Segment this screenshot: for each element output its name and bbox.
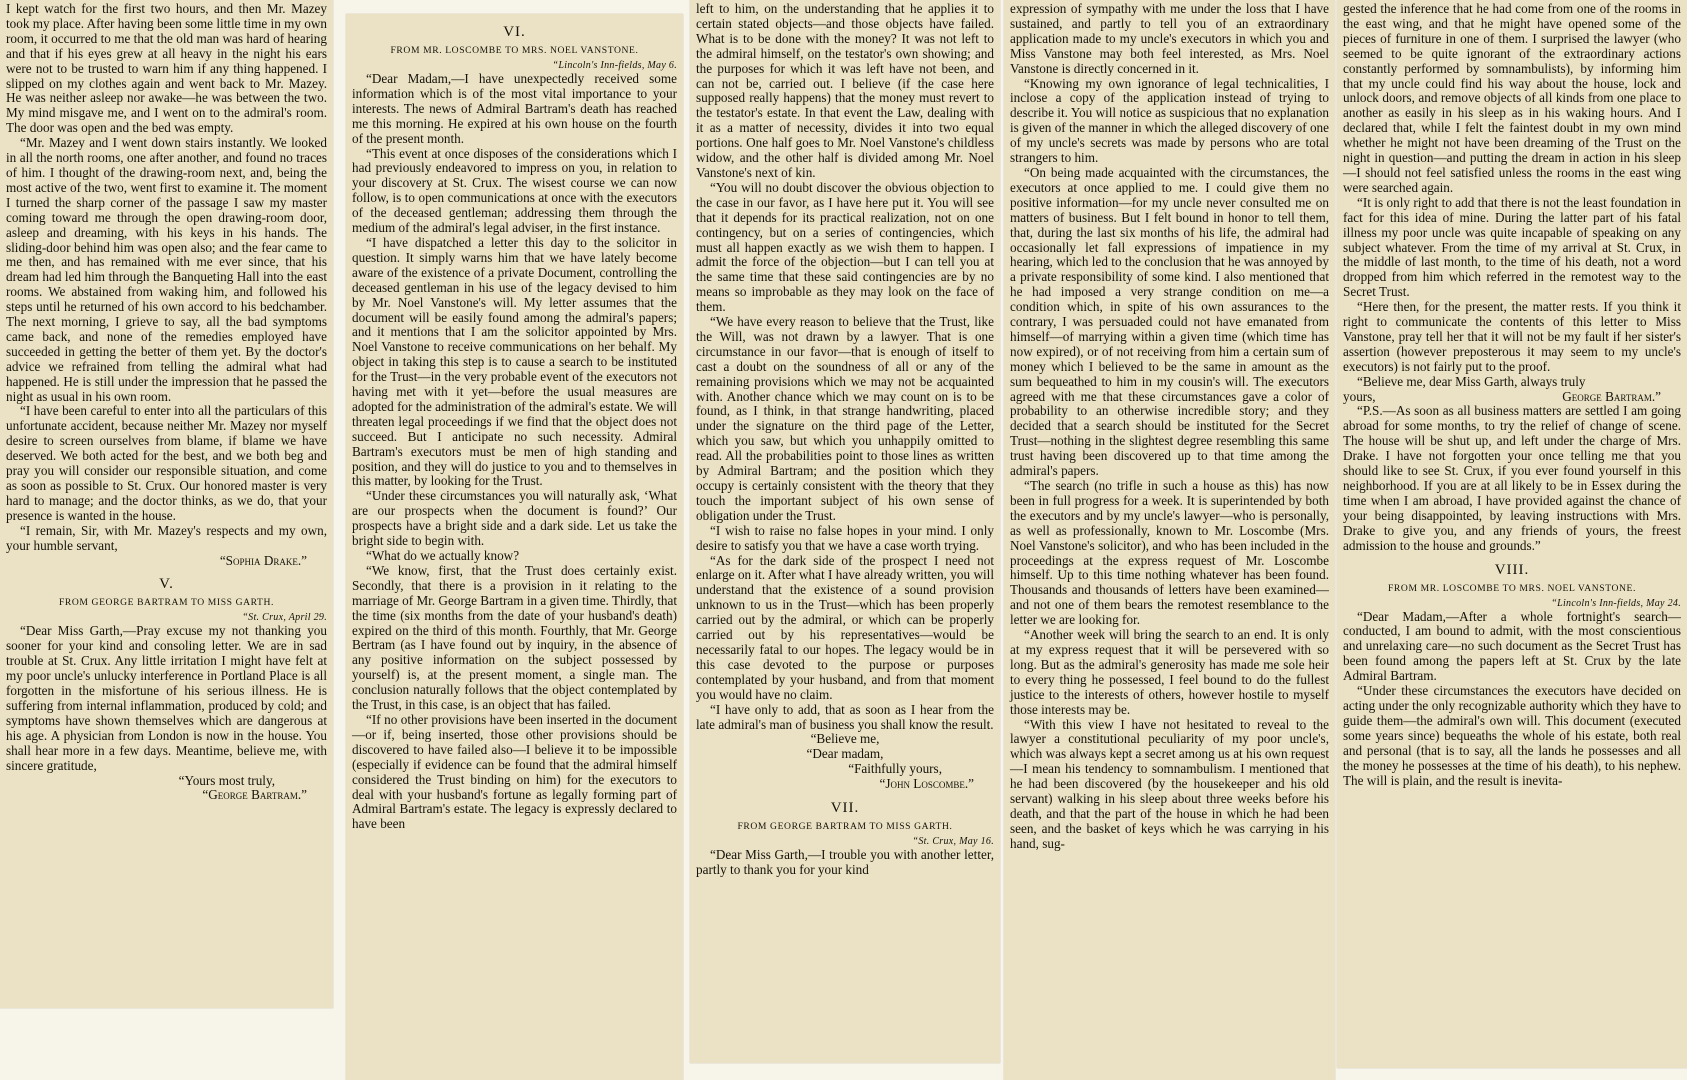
paragraph: “Dear Miss Garth,—Pray excuse my not thanking you sooner for your kind and consoling letter. We are in sad trouble at St. Crux. Any little irritation I might have felt at my poor uncle's unlucky interference in Portland Place is all forgotten in the misfortune of his serious illness. He is suffering from internal inflammation, produced by cold; and symptoms have shown themselves which are dangerous at his age. A physician from London is now in the house. You shall hear more in a few days. Meantime, believe me, with sincere gratitude, [6,623,327,773]
signature: George Bartram.” [1562,388,1661,404]
paragraph: expression of sympathy with me under the loss that I have sustained, and partly to tell you of an extraordinary application made to my uncle's executors in which you and Miss Vanstone may both feel interested, as Mrs. Noel Vanstone is directly concerned in it. [1010,1,1329,76]
signature-line [1343,390,1681,405]
paragraph: “I have dispatched a letter this day to the solicitor in question. It simply warns him that we have lately become aware of the existence of a private Document, controlling the deceased gentleman in his use of the legacy devised to him by Mr. Noel Vanstone's will. My letter assumes that the document will be easily found among the admiral's papers; and it mentions that I am the solicitor appointed by Mrs. Noel Vanstone to receive communications on her behalf. My object in taking this step is to cause a search to be instituted for the Trust—in the very probable event of the executors not having met with it yet—before the usual measures are adopted for the administration of the admiral's estate. We will threaten legal proceedings if we find that the object does not succeed. But I anticipate no such necessity. Admiral Bartram's executors must be men of high standing and position, and they will do justice to you and to themselves in this matter, by looking for the Trust. [352,234,677,489]
column-4 [1004,0,1335,1080]
paragraph: “We know, first, that the Trust does certainly exist. Secondly, that there is a provision in it relating to the marriage of Mr. George Bartram in a given time. Thirdly, that the time (six months from the date of your husband's death) expired on the third of this month. Fourthly, that Mr. George Bertram (as I have found out by inquiry, in the absence of any positive information on the subject possessed by yourself) is, at the present moment, a single man. The conclusion naturally follows that the object contemplated by the Trust, in this case, is an object that has failed. [352,562,677,713]
paragraph: left to him, on the understanding that he applies it to certain stated objects—and those objects have failed. What is to be done with the money? It was not left to the admiral himself, on the testator's own showing; and the purposes for which it was left have not been, and can not be, carried out. I believe (if the case here supposed really happens) that the money must revert to the testator's estate. In that event the Law, dealing with it as a matter of necessity, divides it into two equal portions. One half goes to Mr. Noel Vanstone's childless widow, and the other half is divided among Mr. Noel Vanstone's next of kin. [696,1,994,180]
column-1 [0,0,333,1008]
closing: yours, [1343,388,1376,404]
column-2 [346,14,683,1080]
column-3 [690,0,1000,1063]
paragraph: “I have only to add, that as soon as I hear from the late admiral's man of business you shall know the result. [696,701,994,732]
paragraph: “If no other provisions have been inserted in the document—or if, being inserted, those other provisions should be discovered to have failed also—I believe it to be impossible (especially if evidence can be found that the admiral himself considered the Trust binding on him) for the executors to deal with your husband's fortune as legally forming part of Admiral Bartram's estate. The legacy is expressly declared to have been [352,711,677,832]
dateline: “St. Crux, April 29. [242,612,327,624]
closing: “Yours most truly, [178,772,275,788]
paragraph: “It is only right to add that there is not the least foundation in fact for this idea of mine. During the latter part of his fatal illness my poor uncle was quite incapable of speaking on any subject whatever. From the time of my arrival at St. Crux, in the middle of last month, to the time of his death, not a word dropped from him which referred in the remotest way to the Secret Trust. [1343,194,1681,300]
letter-heading: FROM MR. LOSCOMBE TO MRS. NOEL VANSTONE. [1388,582,1636,594]
paragraph: “With this view I have not hesitated to reveal to the lawyer a constitutional peculiarity of my poor uncle's, which was always kept a secret among us at his own request—I mean his tendency to somnambulism. I mentioned that he had been discovered (by the housekeeper and his old servant) walking in his sleep about three weeks before his death, and that the part of the house in which he had been seen, and the basket of keys which he was carrying in his hand, sug- [1010,716,1329,851]
paragraph: gested the inference that he had come from one of the rooms in the east wing, and that he might have opened some of the pieces of furniture in one of them. I surprised the lawyer (who seemed to be quite ignorant of the extraordinary actions constantly performed by somnambulists), by informing him that my uncle could find his way about the house, lock and unlock doors, and remove objects of all kinds from one place to another as easily in his sleep as in his waking hours. And I declared that, while I felt the faintest doubt in my own mind whether he might not have been dreaming of the Trust on the night in question—and putting the dream in action in his sleep—I should not feel satisfied unless the rooms in the east wing were searched again. [1343,1,1681,195]
paragraph: “Believe me, dear Miss Garth, always truly [1357,373,1586,389]
dateline: “Lincoln's Inn-fields, May 6. [552,60,677,71]
closing: “Dear madam, [806,746,884,762]
paragraph: “Dear Madam,—I have unexpectedly received some information which is of the most vital importance to your interests. The news of Admiral Bartram's death has reached me this morning. He expired at his own house on the fourth of the present month. [352,71,677,146]
paragraph: I kept watch for the first two hours, and then Mr. Mazey took my place. After having been some little time in my own room, it occurred to me that the old man was hard of hearing and that if his eyes grew at all heavy in the night his ears were not to be trusted to warn him if any thing happened. I slipped on my clothes again and went back to Mr. Mazey. He was neither asleep nor awake—he was between the two. My mind misgave me, and I went on to the admiral's room. The door was open and the bed was empty. [6,1,327,136]
section-numeral: V. [159,576,174,593]
paragraph: “I wish to raise no false hopes in your mind. I only desire to satisfy you that we have a case worth trying. [696,522,994,553]
letter-heading: FROM MR. LOSCOMBE TO MRS. NOEL VANSTONE. [390,45,639,56]
paragraph: “What do we actually know? [366,548,520,563]
section-numeral: VI. [503,24,526,40]
signature: “Sophia Drake.” [219,552,307,568]
paragraph: “Mr. Mazey and I went down stairs instantly. We looked in all the north rooms, one after another, and found no traces of him. I thought of the drawing-room next, and, being the most active of the two, went first to examine it. The moment I turned the sharp corner of the passage I saw my master coming toward me through the open drawing-room door, asleep and dreaming, with his keys in his hands. The sliding-door behind him was open also; and the fear came to me then, and has remained with me ever since, that his dream had led him through the Banqueting Hall into the east rooms. We abstained from waking him, and followed his steps until he returned of his own accord to his bedchamber. The next morning, I grieve to say, all the bad symptoms came back, and none of the remedies employed have succeeded in getting the better of them yet. By the doctor's advice we refrained from telling the admiral what had happened. He is still under the impression that he passed the night as usual in his own room. [6,135,327,404]
paragraph: “Under these circumstances the executors have decided on acting under the only recognizable authority which they have to guide them—the admiral's own will. This document (executed some years since) bequeaths the whole of his estate, both real and personal (that is to say, all the lands he possesses and all the money he possesses at the time of his death), to his nephew. The will is plain, and the result is inevita- [1343,683,1681,788]
letter-heading: FROM GEORGE BARTRAM TO MISS GARTH. [737,821,953,833]
column-5 [1337,0,1687,1068]
paragraph: “As for the dark side of the prospect I need not enlarge on it. After what I have already written, you will understand that the existence of a sound provision unknown to us in the Trust—which has been properly carried out by the admiral, or which can be properly carried out by his representatives—would be necessarily fatal to our hopes. The legacy would be in this case devoted to the purpose or purposes contemplated by your husband, and from that moment you would have no claim. [696,552,994,702]
dateline: “Lincoln's Inn-fields, May 24. [1551,597,1681,609]
paragraph: “You will no doubt discover the obvious objection to the case in our favor, as I have here put it. You will see that it depends for its practical realization, not on one contingency, but on a series of contingencies, which must all happen exactly as we wish them to happen. I admit the force of the objection—but I can tell you at the same time that these said contingencies are by no means so improbable as they may look on the face of them. [696,179,994,315]
paragraph: “Dear Madam,—After a whole fortnight's search—conducted, I am bound to admit, with the most conscientious and unrelaxing care—no such document as the Secret Trust has been found among the papers left at St. Crux by the late Admiral Bartram. [1343,608,1681,684]
paragraph: “Dear Miss Garth,—I trouble you with another letter, partly to thank you for your kind [696,847,994,877]
dateline: “St. Crux, May 16. [912,836,994,848]
signature: “John Loscombe.” [879,776,974,792]
paragraph: “On being made acquainted with the circumstances, the executors at once applied to me. I could give them no positive information—for my uncle never consulted me on matters of business. But I felt bound in honor to tell them, that, during the last six months of his life, the admiral had occasionally let fall expressions of impatience in my hearing, which led to the conclusion that he was annoyed by a private responsibility of some kind. I also mentioned that he had imposed a very strange condition on me—a condition which, in spite of his own assurances to the contrary, I was persuaded could not have emanated from himself—of marrying within a given time (which time has now expired), or of not receiving from him a certain sum of money which I believed to be the same in amount as the sum bequeathed to him in my cousin's will. The executors agreed with me that these circumstances gave a color of probability to an otherwise incredible story; and they decided that a search should be instituted for the Secret Trust—nothing in the slightest degree resembling this same trust having been discovered up to that time among the admiral's papers. [1010,164,1329,479]
paragraph: “We have every reason to believe that the Trust, like the Will, was not drawn by a lawyer. That is one circumstance in our favor—that is enough of itself to cast a doubt on the soundness of all or any of the remaining provisions which we may not be acquainted with. Another chance which we may count on is to be found, as I think, in that strange handwriting, placed under the signature on the third page of the Letter, which you saw, but which you unhappily omitted to read. All the probabilities point to those lines as written by Admiral Bartram; and the position which they occupy is certainly consistent with the theory that they touch the important subject of his own sense of obligation under the Trust. [696,314,994,523]
closing: “Believe me, [810,731,880,747]
signature: “George Bartram.” [202,787,307,803]
paragraph: “This event at once disposes of the considerations which I had previously endeavored to impress on you, in relation to your discovery at St. Crux. The wisest course we can now follow, is to open communications at once with the executors of the deceased gentleman; addressing them through the medium of the admiral's legal adviser, in the first instance. [352,145,677,236]
paragraph: “Here then, for the present, the matter rests. If you think it right to communicate the contents of this letter to Miss Vanstone, pray tell her that it will not be my fault if her sister's assertion (however preposterous it may seem to my uncle's executors) is not fairly put to the proof. [1343,299,1681,374]
paragraph: “P.S.—As soon as all business matters are settled I am going abroad for some months, to try the relief of change of scene. The house will be shut up, and left under the charge of Mrs. Drake. I have not forgotten your once telling me that you should like to see St. Crux, if you ever found yourself in this neighborhood. If you are at all likely to be in Essex during the time when I am abroad, I have provided against the chance of your being disappointed, by leaving instructions with Mrs. Drake to give you, and any friends of yours, the freest admission to the house and grounds.” [1343,403,1681,553]
section-numeral: VII. [830,800,860,817]
closing: “Faithfully yours, [848,761,942,777]
paragraph: “Under these circumstances you will naturally ask, ‘What are our prospects when the document is found?’ Our prospects have a bright side and a dark side. Let us take the bright side to begin with. [352,488,677,549]
paragraph: “Knowing my own ignorance of legal technicalities, I inclose a copy of the application instead of trying to describe it. You will notice as suspicious that no explanation is given of the manner in which the alleged discovery of one of my uncle's secrets was made by persons who are total strangers to him. [1010,75,1329,166]
letter-heading: FROM GEORGE BARTRAM TO MISS GARTH. [58,597,275,609]
paragraph: “The search (no trifle in such a house as this) has now been in full progress for a week. It is superintended by both the executors and by my uncle's lawyer—who is personally, as well as professionally, known to Mr. Loscombe (Mrs. Noel Vanstone's solicitor), and who has been included in the proceedings at the express request of Mr. Loscombe himself. Up to this time nothing whatever has been found. Thousands and thousands of letters have been examined—and not one of them bears the remotest resemblance to the letter we are looking for. [1010,478,1329,628]
paragraph: “Another week will bring the search to an end. It is only at my express request that it will be persevered with so long. But as the admiral's generosity has made me sole heir to every thing he possessed, I feel bound to do the fullest justice to the interests of others, however hostile to myself those interests may be. [1010,627,1329,717]
paragraph: “I remain, Sir, with Mr. Mazey's respects and my own, your humble servant, [6,522,327,553]
section-numeral: VIII. [1494,561,1530,578]
paragraph: “I have been careful to enter into all the particulars of this unfortunate accident, because neither Mr. Mazey nor myself desire to screen ourselves from blame, if blame we have deserved. We both acted for the best, and we both beg and pray you will consider our responsible situation, and come as soon as possible to St. Crux. Our honored master is very hard to manage; and the doctor thinks, as we do, that your presence is wanted in the house. [6,403,327,523]
